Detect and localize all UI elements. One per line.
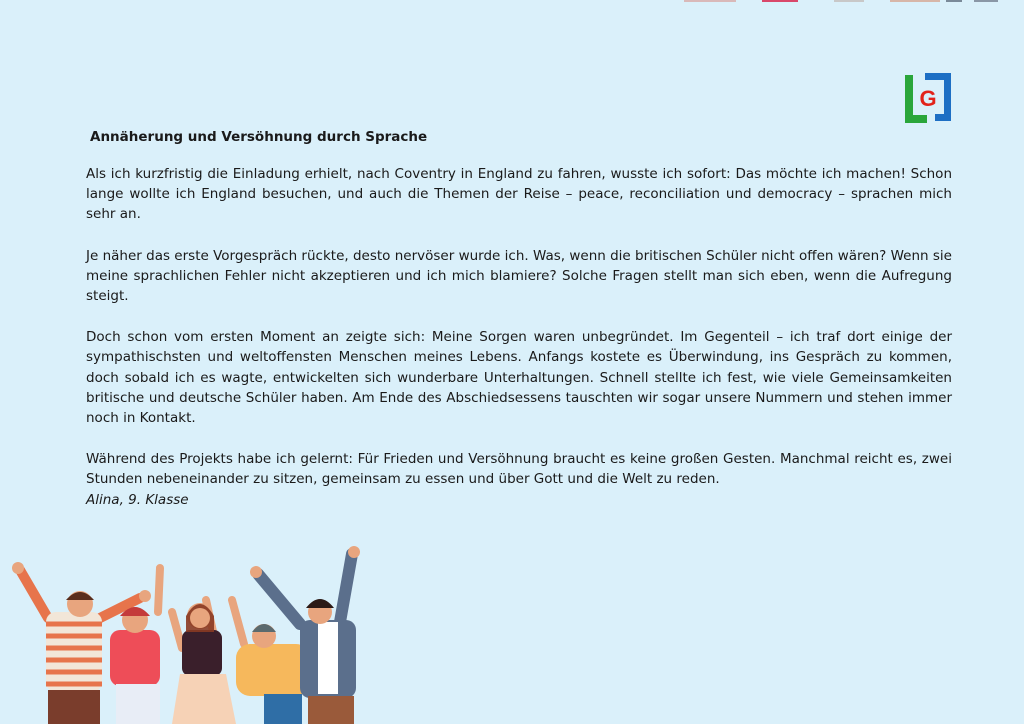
paragraph-4: Während des Projekts habe ich gelernt: Für Frieden und Versöhnung braucht es keine großen Gesten. Manchmal reicht es, zwei Stunden nebeneinander zu sitzen, gemeinsam zu essen und über Gott und die Welt zu reden. — [86, 451, 952, 488]
school-logo-icon — [903, 73, 951, 123]
cheering-people-illustration — [0, 540, 380, 724]
top-color-strip — [684, 0, 1004, 3]
person-red-shirt — [110, 568, 160, 724]
article-title: Annäherung und Versöhnung durch Sprache — [90, 129, 428, 145]
paragraph-2: Je näher das erste Vorgespräch rückte, desto nervöser wurde ich. Was, wenn die britischen Schüler nicht offen wären? Wenn sie meine sprachlichen Fehler nicht akzeptieren und ich mich blamiere? Solche Fragen stellt man sich eben, wenn die Aufregung steigt. — [86, 247, 952, 305]
person-black-top — [172, 600, 236, 724]
signature: Alina, 9. Klasse — [86, 491, 189, 508]
paragraph-3: Doch schon vom ersten Moment an zeigte sich: Meine Sorgen waren unbegründet. Im Gegenteil – ich traf dort einige der sympathischsten und weltoffensten Menschen meines Lebens. Anfangs kostete es Überwindung, ins Gespräch zu kommen, doch sobald ich es wagte, entwickelten sich wunderbare Unterhaltungen. Schnell stellte ich fest, wie viele Gemeinsamkeiten britische und deutsche Schüler haben. Am Ende des Abschiedsessens tauschten wir sogar unsere Nummern und stehen immer noch in Kontakt. — [86, 329, 952, 427]
article — [86, 128, 952, 510]
logo-letter: G — [919, 86, 937, 111]
paragraph-1: Als ich kurzfristig die Einladung erhielt, nach Coventry in England zu fahren, wusste ich sofort: Das möchte ich machen! Schon lange wollte ich England besuchen, und auch die Themen der Reise – peace, reconciliation und democracy – sprachen mich sehr an. — [86, 166, 952, 223]
